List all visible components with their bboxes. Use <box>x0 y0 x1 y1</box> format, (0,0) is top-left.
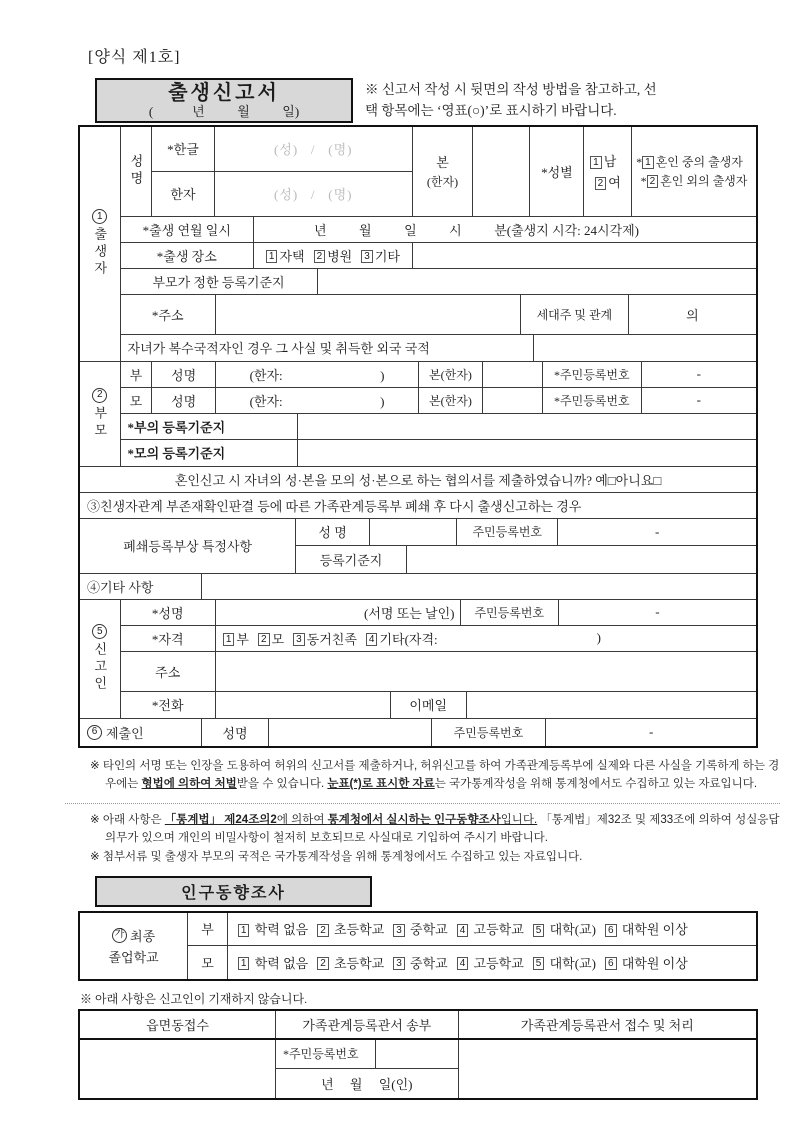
declarant-rrn-input[interactable]: - <box>655 604 660 620</box>
householder-relation-label: 세대주 및 관계 <box>521 295 629 334</box>
edu-option-high[interactable]: 4 고등학교 <box>457 919 524 938</box>
declarant-name-row <box>121 600 756 626</box>
address-input[interactable] <box>216 295 521 334</box>
father-bon-label: 본(한자) <box>419 362 483 387</box>
closed-registry-base-row <box>296 546 756 573</box>
father-row <box>121 362 756 388</box>
survey-item-badge: 가 <box>112 928 127 943</box>
mother-rrn-label: *주민등록번호 <box>543 388 641 413</box>
legitimacy-options <box>632 127 756 216</box>
dual-nationality-label: 자녀가 복수국적자인 경우 그 사실 및 취득한 외국 국적 <box>121 335 534 361</box>
survey-title-box: 인구동향조사 <box>95 876 372 907</box>
mother-bon-input[interactable] <box>483 388 543 413</box>
closed-name-input[interactable] <box>370 519 457 545</box>
mother-name-hanja-input[interactable]: (한자: ) <box>216 388 419 413</box>
mother-reg-base-label: *모의 등록기준지 <box>121 440 299 466</box>
office-date-line[interactable]: 년 월 일(인) <box>321 1076 413 1092</box>
parents-reg-base-input[interactable] <box>318 269 756 294</box>
gender-option-female[interactable]: 2 여 <box>595 172 621 191</box>
father-reg-base-label: *부의 등록기준지 <box>121 414 299 439</box>
address-label: *주소 <box>121 295 216 334</box>
section-2-parents <box>80 362 756 467</box>
office-rrn-input[interactable] <box>376 1040 458 1069</box>
declarant-name-label: *성명 <box>121 600 216 625</box>
qual-option-relative[interactable]: 3 동거친족 <box>293 629 357 648</box>
edu-option-middle[interactable]: 3 중학교 <box>393 919 448 938</box>
section-5-badge: 5 <box>92 624 107 639</box>
phone-input[interactable] <box>216 692 391 718</box>
father-reg-base-row <box>121 414 756 440</box>
qual-paren-close: ) <box>596 630 601 646</box>
mother-label: 모 <box>121 388 153 413</box>
father-reg-base-input[interactable] <box>298 414 756 439</box>
mother-education-options <box>228 946 756 979</box>
declarant-qualification-row <box>121 626 756 652</box>
legitimacy-option-nonmarital[interactable]: * 2 혼인 외의 출생자 <box>640 174 748 189</box>
submitter-rrn-input[interactable]: - <box>649 724 654 740</box>
declarant-address-input[interactable] <box>216 652 756 691</box>
mother-row <box>121 388 756 414</box>
birth-place-input[interactable] <box>413 243 756 268</box>
place-option-home[interactable]: 1 자택 <box>266 246 305 265</box>
section-1-badge: 1 <box>92 209 107 224</box>
main-form-table <box>78 125 758 748</box>
name-fields <box>152 127 413 216</box>
qualification-label: *자격 <box>121 626 216 651</box>
edu-option-elementary[interactable]: 2 초등학교 <box>317 953 384 972</box>
closed-rrn-input[interactable]: - <box>654 523 660 539</box>
birth-datetime-label: *출생 연월 일시 <box>121 217 254 242</box>
mother-name-label: 성명 <box>152 388 216 413</box>
bon-label: 본 (한자) <box>413 127 473 216</box>
other-matters-input[interactable] <box>202 574 756 599</box>
father-education-row <box>188 913 756 946</box>
child-address-row <box>121 295 756 335</box>
qualification-options <box>216 626 756 651</box>
declarant-address-label: 주소 <box>121 652 216 691</box>
qual-option-mother[interactable]: 2 모 <box>258 629 284 648</box>
page-title: 출생신고서 <box>168 82 280 104</box>
email-label: 이메일 <box>391 692 467 718</box>
father-rrn-input[interactable]: - <box>696 366 701 382</box>
penalty-footnote: ※ 타인의 서명 또는 인장을 도용하여 허위의 신고서를 제출하거나, 허위신고를 하여 가족관계등록부에 실제와 다른 사실을 기록하게 하는 경우에는 형법에 의하여 처벌받을 수 있습니다. 눈표(*)로 표시한 자료는 국가통계작성을 위해 통계청에서도 수집하고 있는 자료입니다. <box>90 759 780 791</box>
father-education-options <box>228 913 756 945</box>
hangul-name-label: *한글 <box>152 127 214 171</box>
submitter-name-label: 성명 <box>202 719 270 746</box>
birth-place-row <box>121 243 756 269</box>
child-name-row <box>121 127 756 217</box>
father-name-hanja-input[interactable]: (한자: ) <box>216 362 419 387</box>
section-4-other-row <box>80 574 756 600</box>
report-date-line[interactable]: ( 년 월 일) <box>148 104 300 119</box>
section-1-side-label: 1 출생자 <box>80 127 121 361</box>
father-bon-input[interactable] <box>483 362 543 387</box>
bon-input[interactable] <box>473 127 530 216</box>
edu-option-graduate[interactable]: 6 대학원 이상 <box>605 919 688 938</box>
section-3-closed-registry <box>80 519 756 574</box>
place-option-other[interactable]: 3 기타 <box>361 246 400 265</box>
householder-relation-input[interactable]: 의 <box>686 307 699 323</box>
edu-option-college[interactable]: 5 대학(교) <box>533 919 596 938</box>
gender-options <box>584 127 632 216</box>
education-block <box>80 913 756 979</box>
section-5-side-label: 5 신고인 <box>80 600 121 718</box>
office-receipt-cell[interactable] <box>80 1040 276 1098</box>
closed-registry-label: 폐쇄등록부상 특정사항 <box>80 519 296 573</box>
birth-datetime-input[interactable]: 년 월 일 시 분(출생지 시각: 24시각제) <box>313 222 640 238</box>
office-table-body <box>80 1040 756 1098</box>
edu-option-middle[interactable]: 3 중학교 <box>393 953 448 972</box>
qual-option-father[interactable]: 1 부 <box>223 629 249 648</box>
edu-option-high[interactable]: 4 고등학교 <box>457 953 524 972</box>
office-use-table <box>78 1009 758 1100</box>
section-2-badge: 2 <box>92 388 107 403</box>
survey-table <box>78 911 758 981</box>
dual-nationality-input[interactable] <box>534 335 756 361</box>
mother-reg-base-input[interactable] <box>298 440 756 466</box>
section-2-side-label: 2 부모 <box>80 362 121 466</box>
section-5-declarant <box>80 600 756 719</box>
hangul-name-input[interactable]: (성) / (명) <box>273 142 353 158</box>
section-6-title: 6 제출인 <box>80 719 202 746</box>
surname-consent-row[interactable] <box>80 467 756 493</box>
parents-reg-base-row <box>121 269 756 295</box>
office-use-note: ※ 아래 사항은 신고인이 기재하지 않습니다. <box>80 991 308 1006</box>
name-label: 성명 <box>121 127 153 216</box>
closed-reg-base-input[interactable] <box>407 546 756 573</box>
education-row-label: 가 최종 졸업학교 <box>80 913 188 979</box>
legitimacy-option-marital[interactable]: * 1 혼인 중의 출생자 <box>636 155 743 170</box>
father-label: 부 <box>121 362 153 387</box>
mother-rrn-input[interactable]: - <box>696 392 701 408</box>
birth-datetime-row <box>121 217 756 243</box>
mother-reg-base-row <box>121 440 756 466</box>
declarant-contact-row <box>121 692 756 718</box>
dual-nationality-row <box>121 335 756 361</box>
father-name-label: 성명 <box>152 362 216 387</box>
surname-consent-text[interactable]: 혼인신고 시 자녀의 성·본을 모의 성·본으로 하는 협의서를 제출하였습니까? 예□아니요□ <box>174 472 662 488</box>
edu-option-college[interactable]: 5 대학(교) <box>533 953 596 972</box>
office-rrn-label: *주민등록번호 <box>276 1040 376 1069</box>
gender-option-male[interactable]: 1 남 <box>590 151 616 170</box>
mother-education-row <box>188 946 756 979</box>
edu-option-elementary[interactable]: 2 초등학교 <box>317 919 384 938</box>
closed-name-label: 성 명 <box>296 519 370 545</box>
submitter-name-input[interactable] <box>269 719 431 746</box>
section-6-badge: 6 <box>87 725 102 740</box>
phone-label: *전화 <box>121 692 216 718</box>
office-header-send: 가족관계등록관서 송부 <box>276 1011 459 1038</box>
hanja-name-label: 한자 <box>152 172 214 216</box>
section-3-title: ③친생자관계 부존재확인판결 등에 따른 가족관계등록부 폐쇄 후 다시 출생신고하는 경우 <box>87 498 582 514</box>
declarant-name-input[interactable]: (서명 또는 날인) <box>216 600 461 625</box>
section-4-title: ④기타 사항 <box>80 574 202 599</box>
dotted-separator <box>65 803 780 804</box>
father-education-label: 부 <box>188 913 228 945</box>
section-1-child <box>80 127 756 362</box>
title-box <box>95 78 353 123</box>
father-rrn-label: *주민등록번호 <box>543 362 641 387</box>
office-header-receipt: 읍면동접수 <box>80 1011 276 1038</box>
birth-place-options <box>254 243 413 268</box>
closed-registry-name-row <box>296 519 756 546</box>
mother-education-label: 모 <box>188 946 228 979</box>
qual-option-other[interactable]: 4 기타(자격: <box>366 629 438 648</box>
place-option-hospital[interactable]: 2 병원 <box>314 246 353 265</box>
mother-bon-label: 본(한자) <box>419 388 483 413</box>
office-table-header <box>80 1011 756 1040</box>
edu-option-none[interactable]: 1 학력 없음 <box>238 919 308 938</box>
edu-option-graduate[interactable]: 6 대학원 이상 <box>605 953 688 972</box>
gender-label: *성별 <box>530 127 584 216</box>
office-process-cell[interactable] <box>459 1040 756 1098</box>
closed-rrn-label: 주민등록번호 <box>457 519 558 545</box>
closed-reg-base-label: 등록기준지 <box>296 546 406 573</box>
declarant-rrn-label: 주민등록번호 <box>461 600 559 625</box>
section-6-submitter-row <box>80 719 756 746</box>
submitter-rrn-label: 주민등록번호 <box>432 719 547 746</box>
section-3-title-row <box>80 493 756 519</box>
hanja-name-input[interactable]: (성) / (명) <box>273 187 353 203</box>
birth-place-label: *출생 장소 <box>121 243 254 268</box>
email-input[interactable] <box>467 692 756 718</box>
edu-option-none[interactable]: 1 학력 없음 <box>238 953 308 972</box>
statistics-footnote: ※ 아래 사항은 「통계법」 제24조의2에 의하여 통계청에서 실시하는 인구동향조사입니다. 「통계법」제32조 및 제33조에 의하여 성실응답의무가 있으며 개인의 비밀사항이 철저히 보호되므로 사실대로 기입하여 주시기 바랍니다. ※ 첨부서류 및 출생자 부모의 국적은 국가통계작성을 위해 통계청에서도 수집하고 있는 자료입니다. <box>90 813 780 864</box>
office-header-process: 가족관계등록관서 접수 및 처리 <box>520 1017 694 1033</box>
fill-instruction: ※ 신고서 작성 시 뒷면의 작성 방법을 참고하고, 선 택 항목에는 ‘영표(○)’로 표시하기 바랍니다. <box>365 82 657 118</box>
form-number-tag: [양식 제1호] <box>88 49 181 66</box>
declarant-address-row <box>121 652 756 692</box>
parents-reg-base-label: 부모가 정한 등록기준지 <box>121 269 318 294</box>
office-send-cell <box>276 1040 459 1098</box>
form-header <box>78 78 793 123</box>
